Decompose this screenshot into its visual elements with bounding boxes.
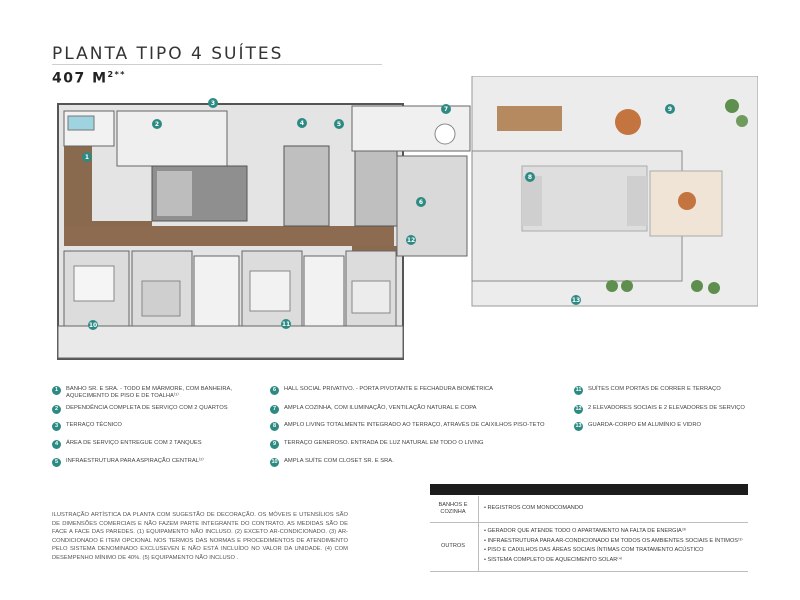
legend-number: 6 [270, 386, 279, 395]
title-rule [52, 64, 382, 65]
bathtub [68, 116, 94, 130]
plan-badge-label: 13 [571, 297, 581, 304]
plan-badge-6 [416, 197, 426, 207]
bed [352, 281, 390, 313]
elevator [355, 146, 397, 226]
plan-badge-label: 12 [406, 237, 416, 244]
plan-badge-11 [281, 319, 291, 329]
plan-badge-label: 4 [299, 120, 305, 127]
legend-text: 2 ELEVADORES SOCIAIS E 2 ELEVADORES DE SERVIÇO [588, 405, 745, 411]
plan-badge-8 [525, 172, 535, 182]
plan-badge-10 [88, 320, 98, 330]
legend-text: SUÍTES COM PORTAS DE CORRER E TERRAÇO [588, 386, 721, 392]
plan-badge-3 [208, 98, 218, 108]
area-value: 407 M [52, 70, 108, 87]
plan-badge-1 [82, 152, 92, 162]
legend-number: 8 [270, 422, 279, 431]
sofa [627, 176, 647, 226]
legend-text: INFRAESTRUTURA PARA ASPIRAÇÃO CENTRAL⁽²⁾ [66, 458, 204, 464]
plan-badge-9 [665, 104, 675, 114]
plant [606, 280, 618, 292]
plan-badge-label: 1 [84, 154, 90, 161]
bed [142, 281, 180, 316]
legend-item-13 [574, 422, 752, 431]
bed [74, 266, 114, 301]
legend-text: AMPLA COZINHA, COM ILUMINAÇÃO, VENTILAÇÃO NATURAL E COPA [284, 405, 477, 411]
plant [736, 115, 748, 127]
legend-item-8 [270, 422, 570, 431]
spec-row-bathrooms [430, 496, 748, 523]
spec-row-others [430, 523, 748, 572]
legend-number: 2 [52, 405, 61, 414]
plan-badge-label: 11 [281, 321, 291, 328]
plant [621, 280, 633, 292]
plant [691, 280, 703, 292]
plan-badge-label: 2 [154, 121, 160, 128]
plan-badge-13 [571, 295, 581, 305]
legend-text: GUARDA-CORPO EM ALUMÍNIO E VIDRO [588, 422, 702, 428]
legend-number: 10 [271, 459, 278, 465]
bathroom-3 [304, 256, 344, 326]
legend-text: DEPENDÊNCIA COMPLETA DE SERVIÇO COM 2 QUARTOS [66, 405, 228, 411]
legend-item-10 [270, 458, 570, 467]
page-title: PLANTA TIPO 4 SUÍTES [52, 44, 284, 64]
spec-category: BANHOS E COZINHA [438, 502, 468, 515]
plan-badge-label: 10 [88, 322, 98, 329]
plant [708, 282, 720, 294]
elevator [284, 146, 329, 226]
disclaimer-text: ILUSTRAÇÃO ARTÍSTICA DA PLANTA COM SUGESTÃO DE DECORAÇÃO. OS MÓVEIS E UTENSÍLIOS SÃO DE DIMENSÕES COMERCIAIS E NÃO FAZEM PARTE INTEGRANTE DO CONTRATO. AS MEDIDAS SÃO DE FACE A FACE DAS PAREDES. (1) EQUIPAMENTO NÃO INCLUSO. (2) EXCETO AR-CONDICIONADO. (3) AR-CONDICIONADO É ITEM OPCIONAL NOS TERMOS DAS NORMAS E PROCEDIMENTOS DE ATENDIMENTO PELO SISTEMA DENOMINADO EXCLUSEVEN E NÃO ESTÁ INCLUÍDO NO VALOR DA UNIDADE. (4) COM DESEMPENHO MÍNIMO DE 40%. (5) EQUIPAMENTO NÃO INCLUSO . [52, 512, 348, 561]
plan-badge-label: 7 [443, 106, 449, 113]
legend-item-11 [574, 386, 752, 395]
plan-badge-12 [406, 235, 416, 245]
legend-text: BANHO SR. E SRA. - TODO EM MÁRMORE, COM BANHEIRA, AQUECIMENTO DE PISO E DE TOALHA⁽¹⁾ [66, 386, 232, 400]
legend-item-9 [270, 440, 570, 449]
legend-item-6 [270, 386, 570, 395]
spec-item: • INFRAESTRUTURA PARA AR-CONDICIONADO EM TODOS OS AMBIENTES SOCIAIS E ÍNTIMOS⁽³⁾ [484, 537, 743, 547]
sofa [522, 176, 542, 226]
plan-badge-label: 5 [336, 121, 342, 128]
service-area [117, 111, 227, 166]
spec-category: OUTROS [441, 543, 465, 549]
legend-number: 9 [270, 440, 279, 449]
legend-text: TERRAÇO TÉCNICO [66, 422, 122, 428]
legend-number: 12 [575, 406, 582, 412]
legend-item-12 [574, 405, 752, 414]
legend-number: 11 [575, 387, 582, 393]
legend-number: 3 [52, 422, 61, 431]
spec-items [484, 527, 743, 565]
spec-table-header [430, 484, 748, 495]
legend-number: 5 [52, 458, 61, 467]
legend-text: HALL SOCIAL PRIVATIVO. - PORTA PIVOTANTE E FECHADURA BIOMÉTRICA [284, 386, 494, 392]
balcony-strip [58, 326, 403, 358]
outdoor-table [678, 192, 696, 210]
spec-item: • SISTEMA COMPLETO DE AQUECIMENTO SOLAR⁽⁴⁾ [484, 556, 743, 566]
bathroom-2 [194, 256, 239, 326]
legend-number: 13 [575, 423, 582, 429]
legend-number: 7 [270, 405, 279, 414]
stairs [157, 171, 192, 216]
wood-corridor [64, 226, 394, 246]
legend-item-1 [52, 386, 257, 401]
plan-badge-label: 3 [210, 100, 216, 107]
legend-item-5 [52, 458, 257, 467]
legend-text: AMPLO LIVING TOTALMENTE INTEGRADO AO TERRAÇO, ATRAVÉS DE CAIXILHOS PISO-TETO [284, 422, 545, 428]
plan-badge-4 [297, 118, 307, 128]
round-table [615, 109, 641, 135]
plan-badge-label: 9 [667, 106, 673, 113]
plan-badge-5 [334, 119, 344, 129]
breakfast-table [435, 124, 455, 144]
spec-item: • REGISTROS COM MONOCOMANDO [484, 504, 583, 514]
legend-number: 4 [52, 440, 61, 449]
dining-table [497, 106, 562, 131]
legend-text: ÁREA DE SERVIÇO ENTREGUE COM 2 TANQUES [66, 440, 202, 446]
spec-divider [478, 523, 479, 571]
bed [250, 271, 290, 311]
legend-text: AMPLA SUÍTE COM CLOSET SR. E SRA. [284, 458, 394, 464]
plan-badge-2 [152, 119, 162, 129]
legend-item-7 [270, 405, 570, 414]
spec-divider [478, 496, 479, 522]
spec-items [484, 504, 583, 514]
spec-item: • PISO E CAIXILHOS DAS ÁREAS SOCIAIS ÍNTIMAS COM TRATAMENTO ACÚSTICO [484, 546, 743, 556]
area-superscript: 2** [107, 70, 126, 79]
floor-plan [52, 76, 758, 366]
legend-text: TERRAÇO GENEROSO. ENTRADA DE LUZ NATURAL EM TODO O LIVING [284, 440, 484, 446]
plant [725, 99, 739, 113]
spec-item: • GERADOR QUE ATENDE TODO O APARTAMENTO NA FALTA DE ENERGIA⁽³⁾ [484, 527, 743, 537]
plan-badge-label: 6 [418, 199, 424, 206]
plan-badge-label: 8 [527, 174, 533, 181]
legend-item-3 [52, 422, 257, 431]
plan-badge-7 [441, 104, 451, 114]
legend-item-4 [52, 440, 257, 449]
legend-number: 1 [52, 386, 61, 395]
legend-item-2 [52, 405, 257, 414]
